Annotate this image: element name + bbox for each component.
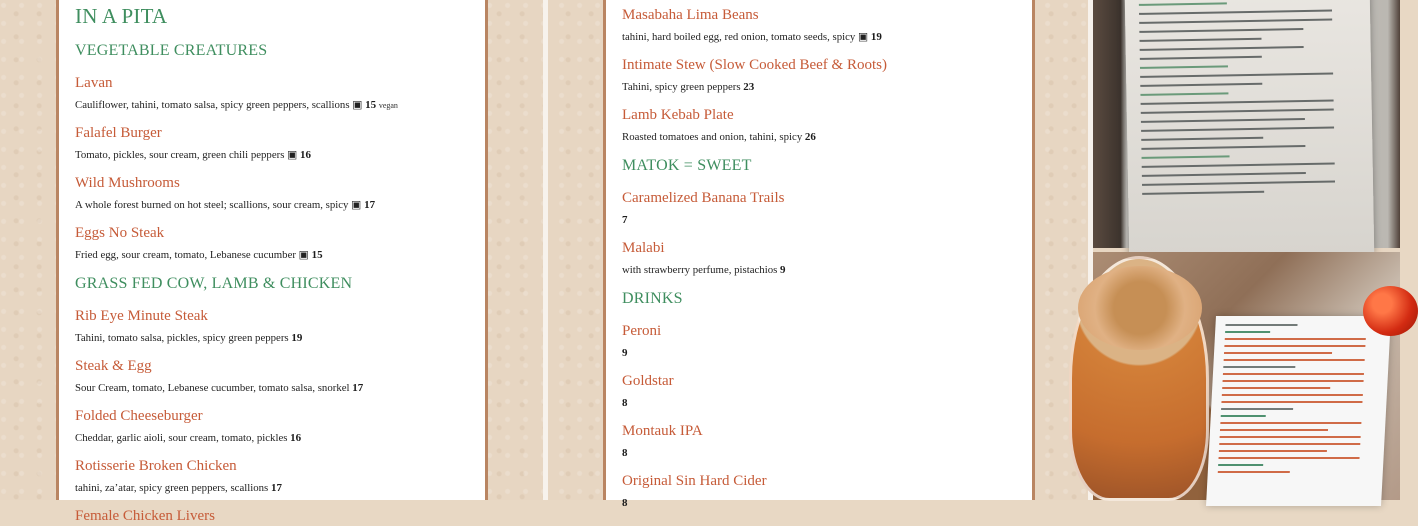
menu-item-price: 7 — [622, 213, 628, 226]
menu-item-description — [622, 397, 1032, 410]
menu-item-description — [75, 332, 485, 345]
menu-item-title: Folded Cheeseburger — [75, 408, 203, 425]
menu-item-description-text: Tomato, pickles, sour cream, green chili peppers — [75, 149, 288, 162]
menu-item-title: Lamb Kebab Plate — [622, 106, 734, 123]
blurred-menu-lines — [1217, 324, 1375, 478]
menu-item-price: 26 — [804, 130, 816, 143]
menu-item-intimate-stew — [622, 56, 1032, 94]
menu-item-title: Rib Eye Minute Steak — [75, 308, 208, 325]
beer-foam-image — [1078, 266, 1202, 350]
menu-item-description-text: Cauliflower, tahini, tomato salsa, spicy green peppers, scallions — [75, 99, 353, 112]
menu-item-folded-cheeseburger — [75, 407, 485, 445]
menu-item-female-chicken-livers — [75, 507, 485, 526]
menu-item-price: 19 — [870, 30, 882, 43]
beer-glass-image — [1069, 256, 1209, 501]
menu-item-description — [622, 81, 1032, 94]
menu-item-lamb-kebab-plate — [622, 106, 1032, 144]
leaf-icon: ▣ — [298, 248, 309, 261]
left-menu-panel — [56, 0, 488, 525]
menu-item-price: 16 — [290, 431, 302, 444]
menu-item-title: Peroni — [622, 323, 662, 340]
menu-item-rotisserie-broken-chicken — [75, 457, 485, 495]
menu-item-title: Montauk IPA — [622, 422, 703, 439]
menu-photo-top — [1093, 0, 1400, 248]
leaf-icon: ▣ — [287, 149, 298, 162]
printed-menu-photo — [1206, 316, 1391, 506]
section-drinks: DRINKS — [622, 289, 683, 307]
menu-item-description — [622, 264, 1032, 277]
menu-item-price: 8 — [622, 396, 628, 409]
menu-item-description — [75, 482, 485, 495]
menu-item-malabi — [622, 239, 1032, 277]
red-object-image — [1363, 286, 1418, 336]
menu-item-price: 8 — [622, 446, 628, 459]
blurred-menu-lines — [1139, 0, 1352, 202]
menu-headline: IN A PITA — [75, 4, 168, 28]
panel-gap-divider — [543, 0, 548, 500]
menu-item-description-text: Cheddar, garlic aioli, sour cream, tomato, pickles — [75, 431, 291, 444]
menu-item-price: 16 — [300, 149, 312, 162]
menu-item-price: 9 — [780, 263, 786, 276]
menu-photo-bottom — [1093, 252, 1400, 500]
menu-item-price: 17 — [270, 481, 282, 494]
menu-item-title: Wild Mushrooms — [75, 175, 180, 192]
menu-item-peroni — [622, 322, 1032, 360]
menu-item-wild-mushrooms — [75, 174, 485, 212]
leaf-icon: ▣ — [857, 30, 869, 43]
photo-strip — [1093, 0, 1400, 500]
menu-item-price: 15 — [311, 248, 323, 261]
leaf-icon: ▣ — [352, 99, 363, 112]
menu-item-goldstar — [622, 372, 1032, 410]
menu-item-title: Malabi — [622, 239, 665, 256]
printed-menu-photo — [1125, 0, 1375, 258]
menu-item-masabaha-lima-beans — [622, 6, 1032, 44]
menu-item-description-text: Fried egg, sour cream, tomato, Lebanese cucumber — [75, 248, 299, 261]
menu-item-eggs-no-steak — [75, 224, 485, 262]
menu-item-description — [622, 131, 1032, 144]
menu-item-title: Lavan — [75, 75, 113, 92]
menu-item-price: 17 — [352, 382, 364, 394]
menu-item-title: Original Sin Hard Cider — [622, 472, 767, 489]
menu-item-description-text: tahini, za’atar, spicy green peppers, scallions — [75, 481, 271, 494]
menu-item-description — [622, 447, 1032, 460]
menu-item-price: 9 — [622, 346, 628, 359]
section-grass-fed: GRASS FED COW, LAMB & CHICKEN — [75, 275, 353, 293]
menu-item-price: 8 — [622, 496, 628, 509]
menu-item-description — [75, 199, 485, 212]
menu-item-title: Female Chicken Livers — [75, 508, 215, 525]
menu-item-description — [622, 497, 1032, 510]
menu-item-caramelized-banana-trails — [622, 189, 1032, 227]
menu-item-description-text: Roasted tomatoes and onion, tahini, spicy — [622, 130, 805, 143]
vegan-tag: vegan — [378, 101, 398, 111]
leaf-icon: ▣ — [351, 199, 362, 211]
menu-item-description — [75, 149, 485, 162]
menu-item-description — [75, 99, 485, 112]
menu-item-description — [622, 214, 1032, 227]
menu-item-price: 19 — [291, 332, 303, 345]
menu-item-description-text: Tahini, spicy green peppers — [622, 80, 744, 93]
menu-item-description-text: Tahini, tomato salsa, pickles, spicy green peppers — [75, 332, 292, 345]
menu-item-title: Intimate Stew (Slow Cooked Beef & Roots) — [622, 56, 887, 73]
menu-item-description — [75, 249, 485, 262]
menu-item-price: 23 — [743, 80, 755, 93]
menu-item-title: Falafel Burger — [75, 125, 162, 142]
menu-item-montauk-ipa — [622, 422, 1032, 460]
menu-item-description-text: with strawberry perfume, pistachios — [622, 263, 781, 276]
middle-menu-panel — [603, 0, 1035, 509]
menu-item-title: Eggs No Steak — [75, 225, 165, 242]
menu-item-description-text: A whole forest burned on hot steel; scallions, sour cream, spicy — [75, 199, 352, 211]
menu-item-description — [622, 31, 1032, 44]
menu-item-lavan — [75, 74, 485, 112]
menu-item-title: Rotisserie Broken Chicken — [75, 458, 237, 475]
menu-item-falafel-burger — [75, 124, 485, 162]
menu-item-rib-eye-minute-steak — [75, 307, 485, 345]
section-matok-sweet: MATOK = SWEET — [622, 156, 752, 174]
menu-item-description-text: tahini, hard boiled egg, red onion, tomato seeds, spicy — [622, 30, 858, 43]
menu-item-title: Steak & Egg — [75, 358, 152, 375]
menu-item-description — [75, 382, 485, 395]
menu-item-description — [622, 347, 1032, 360]
menu-item-price: 17 — [364, 199, 376, 211]
menu-item-title: Goldstar — [622, 373, 674, 389]
menu-item-title: Masabaha Lima Beans — [622, 7, 759, 23]
menu-item-price: 15 — [365, 99, 377, 112]
menu-item-title: Caramelized Banana Trails — [622, 190, 785, 206]
menu-item-original-sin-hard-cider — [622, 472, 1032, 510]
section-vegetable-creatures: VEGETABLE CREATURES — [75, 42, 268, 60]
menu-item-steak-and-egg — [75, 357, 485, 395]
menu-item-description-text: Sour Cream, tomato, Lebanese cucumber, tomato salsa, snorkel — [75, 382, 353, 394]
menu-item-description — [75, 432, 485, 445]
